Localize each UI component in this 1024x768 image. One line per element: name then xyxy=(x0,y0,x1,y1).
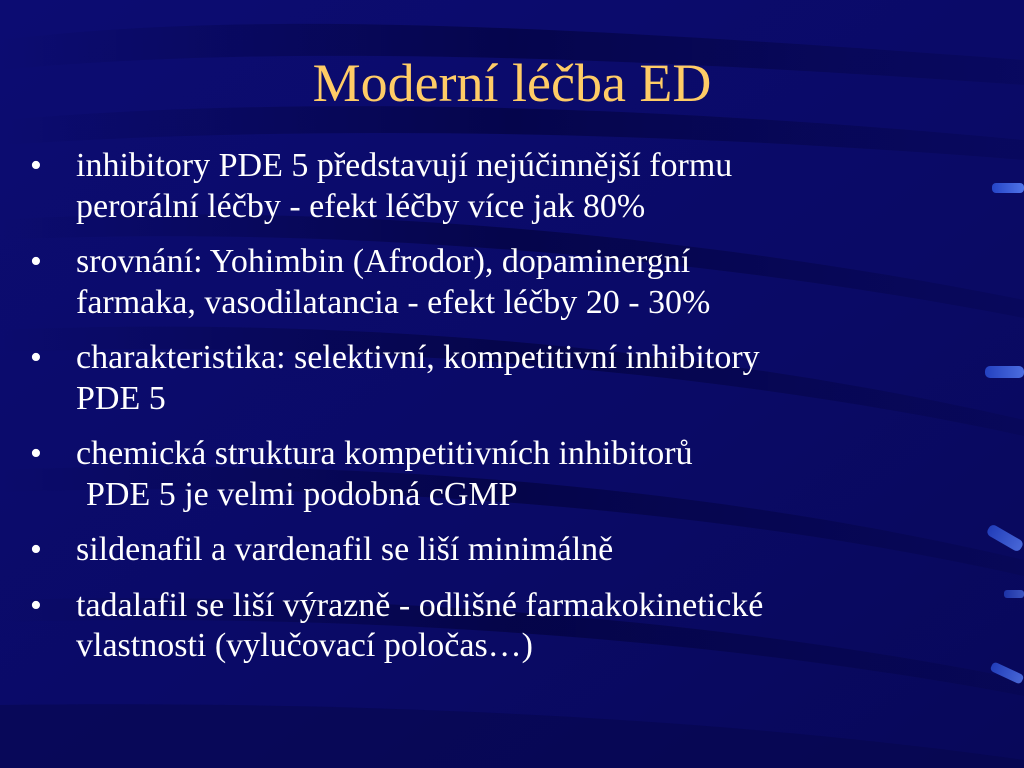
bullet-icon: • xyxy=(30,147,42,184)
bullet-text-4-line-2: PDE 5 je velmi podobná cGMP xyxy=(86,475,518,513)
bullet-item-1 xyxy=(28,146,1013,227)
bullet-text-1-line-2: perorální léčby - efekt léčby více jak 80% xyxy=(76,187,646,225)
bullet-text-3-line-1: charakteristika: selektivní, kompetitivní inhibitory xyxy=(76,339,760,376)
bullet-item-3 xyxy=(28,338,1013,419)
bullet-icon: • xyxy=(30,339,42,376)
bullet-text-1-line-1: inhibitory PDE 5 představují nejúčinnější formu xyxy=(76,147,733,184)
bullet-text-5-line-1: sildenafil a vardenafil se liší minimálně xyxy=(76,531,614,568)
bullet-text-2-line-1: srovnání: Yohimbin (Afrodor), dopaminergní xyxy=(76,243,691,280)
bullet-icon: • xyxy=(30,435,42,472)
bullet-item-2 xyxy=(28,242,1013,323)
bullet-item-6 xyxy=(28,586,1013,667)
bullet-icon: • xyxy=(30,531,42,568)
bullet-text-6-line-2: vlastnosti (vylučovací poločas…) xyxy=(76,627,534,664)
bullet-icon: • xyxy=(30,586,42,624)
slide-title: Moderní léčba ED xyxy=(312,53,712,113)
bullet-text-4-line-1: chemická struktura kompetitivních inhibitorů xyxy=(76,435,693,472)
bullet-list xyxy=(28,146,1013,682)
bullet-text-3-line-2: PDE 5 xyxy=(76,379,166,417)
bullet-icon: • xyxy=(30,243,42,280)
bullet-item-5 xyxy=(28,530,1013,571)
bullet-text-2-line-2: farmaka, vasodilatancia - efekt léčby 20 - 30% xyxy=(76,283,711,321)
bullet-item-4 xyxy=(28,434,1013,515)
bullet-text-6-line-1: tadalafil se liší výrazně - odlišné farmakokinetické xyxy=(76,586,764,624)
